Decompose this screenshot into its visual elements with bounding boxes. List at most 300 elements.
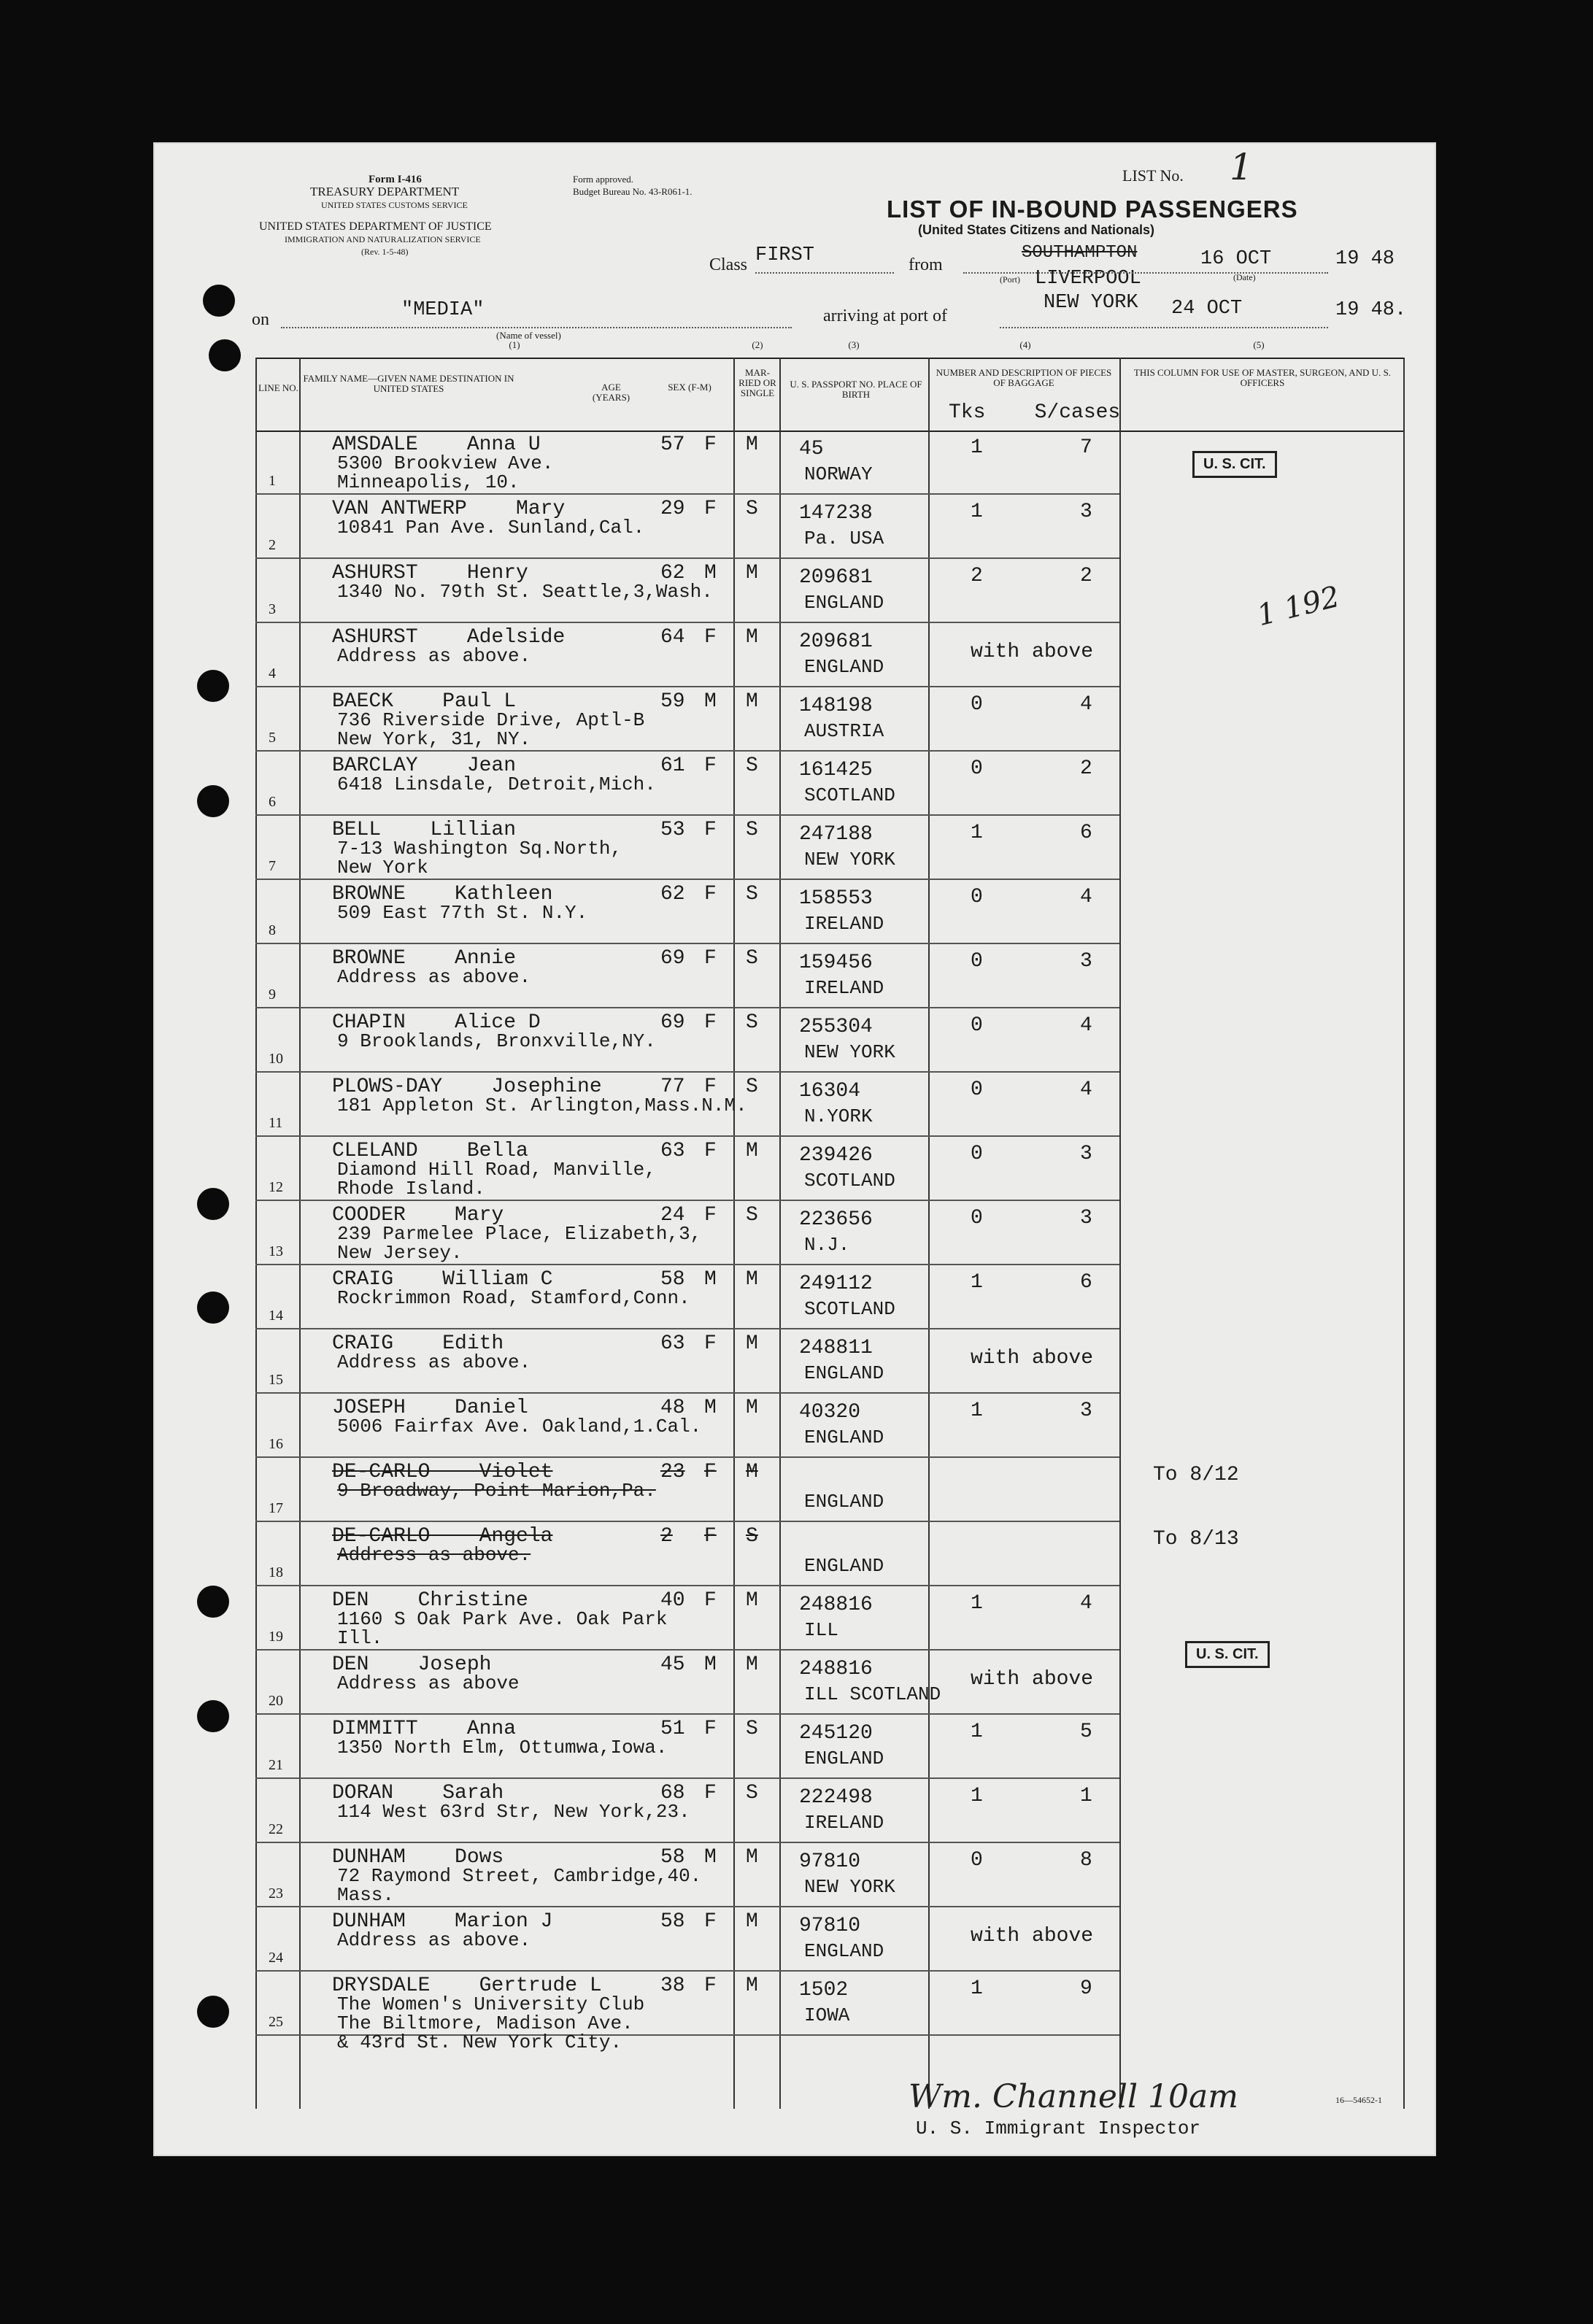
class-underline: [755, 272, 894, 274]
dept-justice: UNITED STATES DEPARTMENT OF JUSTICE: [259, 220, 492, 233]
passenger-age: 23: [660, 1461, 685, 1483]
marital-status: S: [746, 1718, 758, 1740]
col-head-baggage: NUMBER AND DESCRIPTION OF PIECES OF BAGGAGE: [936, 367, 1112, 388]
place-of-birth: ENGLAND: [804, 1427, 884, 1448]
inspector-title: U. S. Immigrant Inspector: [916, 2118, 1201, 2139]
marital-status: S: [746, 1011, 758, 1034]
passenger-address: 1160 S Oak Park Ave. Oak Park Ill.: [337, 1608, 668, 1649]
line-number: 8: [269, 922, 276, 938]
place-of-birth: N.YORK: [804, 1105, 873, 1127]
punch-hole: [203, 285, 235, 317]
inspector-signature: Wm. Channell 10am: [909, 2078, 1238, 2115]
passport-number: 209681: [799, 630, 873, 653]
us-citizen-stamp: U. S. CIT.: [1185, 1641, 1270, 1668]
passenger-address: Diamond Hill Road, Manville, Rhode Island.: [337, 1159, 656, 1200]
marital-status: M: [746, 1461, 758, 1483]
line-number: 3: [269, 601, 276, 617]
passport-number: 223656: [799, 1208, 873, 1231]
baggage-trunks: 1: [971, 1721, 983, 1743]
marital-status: M: [746, 690, 758, 713]
list-no-label: LIST No.: [1122, 166, 1184, 185]
line-number: 24: [269, 1950, 283, 1966]
passenger-age: 40: [660, 1589, 685, 1612]
passenger-age: 69: [660, 1011, 685, 1034]
passenger-age: 45: [660, 1653, 685, 1676]
passenger-age: 51: [660, 1718, 685, 1740]
passenger-address: Address as above.: [337, 1544, 531, 1566]
passenger-sex: F: [704, 433, 717, 456]
table-row: [255, 1201, 1405, 1265]
marital-status: S: [746, 819, 758, 841]
passenger-sex: F: [704, 754, 717, 777]
place-of-birth: ENGLAND: [804, 1940, 884, 1962]
marital-status: S: [746, 1076, 758, 1098]
passenger-age: 77: [660, 1076, 685, 1098]
marital-status: S: [746, 498, 758, 520]
passenger-sex: F: [704, 626, 717, 649]
passenger-age: 29: [660, 498, 685, 520]
punch-hole: [197, 1188, 229, 1220]
place-of-birth: SCOTLAND: [804, 1298, 895, 1320]
baggage-cases: 5: [1080, 1721, 1092, 1743]
table-row: [255, 1843, 1405, 1907]
baggage-cases: 3: [1080, 950, 1092, 973]
col-number: (3): [848, 339, 860, 350]
place-of-birth: ENGLAND: [804, 1491, 884, 1513]
class-label: Class: [709, 255, 748, 274]
table-row: [255, 623, 1405, 687]
passenger-name: DUNHAM Dows: [332, 1846, 504, 1869]
baggage-trunks: 0: [971, 1143, 983, 1165]
form-number: Form I-416: [369, 174, 422, 185]
table-row: [255, 495, 1405, 559]
budget-bureau: Budget Bureau No. 43-R061-1.: [573, 186, 693, 197]
baggage-trunks: 1: [971, 1785, 983, 1807]
line-number: 6: [269, 794, 276, 810]
marital-status: M: [746, 1910, 758, 1933]
table-row: [255, 1265, 1405, 1329]
passenger-sex: M: [704, 1397, 717, 1419]
passenger-age: 53: [660, 819, 685, 841]
passenger-name: CHAPIN Alice D: [332, 1011, 541, 1034]
marital-status: M: [746, 562, 758, 584]
passenger-address: Address as above.: [337, 966, 531, 988]
marital-status: M: [746, 626, 758, 649]
marital-status: M: [746, 1140, 758, 1162]
port-label: (Port): [1000, 274, 1020, 285]
page-subtitle: (United States Citizens and Nationals): [918, 223, 1155, 237]
table-top-rule: [255, 358, 1405, 359]
baggage-trunks: 0: [971, 1849, 983, 1872]
marital-status: M: [746, 1589, 758, 1612]
passenger-sex: M: [704, 1268, 717, 1291]
baggage-subhead: Tks S/cases: [949, 401, 1121, 424]
table-row: [255, 1972, 1405, 2053]
passport-number: 147238: [799, 502, 873, 525]
passenger-age: 38: [660, 1974, 685, 1997]
line-number: 25: [269, 2014, 283, 2030]
col-number: (4): [1019, 339, 1031, 350]
table-row: [255, 816, 1405, 880]
marital-status: S: [746, 1525, 758, 1548]
departure-date: 16 OCT: [1200, 248, 1272, 270]
punch-hole: [197, 1292, 229, 1324]
col-number: (2): [752, 339, 763, 350]
passenger-sex: F: [704, 819, 717, 841]
dept-treasury: TREASURY DEPARTMENT: [310, 185, 460, 198]
place-of-birth: IRELAND: [804, 913, 884, 935]
punch-hole: [197, 1586, 229, 1618]
place-of-birth: SCOTLAND: [804, 784, 895, 806]
passenger-name: DUNHAM Marion J: [332, 1910, 553, 1933]
marital-status: M: [746, 433, 758, 456]
form-approved: Form approved.: [573, 174, 634, 185]
marital-status: M: [746, 1332, 758, 1355]
punch-hole: [197, 1700, 229, 1732]
from-label: from: [909, 255, 943, 274]
baggage-with-above: with above: [971, 641, 1094, 663]
place-of-birth: SCOTLAND: [804, 1170, 895, 1192]
passenger-sex: F: [704, 883, 717, 906]
place-of-birth: NORWAY: [804, 463, 873, 485]
baggage-trunks: 1: [971, 1400, 983, 1422]
col-head-married: MAR-RIED OR SINGLE: [738, 367, 776, 398]
passenger-address: The Women's University Club The Biltmore, Madison Ave. & 43rd St. New York City.: [337, 1993, 645, 2053]
place-of-birth: ENGLAND: [804, 1748, 884, 1769]
place-of-birth: ENGLAND: [804, 656, 884, 678]
passenger-name: DE-CARLO Angela: [332, 1525, 553, 1548]
passenger-sex: M: [704, 562, 717, 584]
passenger-name: BELL Lillian: [332, 819, 517, 841]
print-code: 16—54652-1: [1335, 2095, 1382, 2105]
baggage-with-above: with above: [971, 1925, 1094, 1947]
passport-number: 255304: [799, 1016, 873, 1038]
baggage-trunks: 0: [971, 757, 983, 780]
baggage-cases: 3: [1080, 1143, 1092, 1165]
table-row: [255, 1073, 1405, 1137]
arrival-year: 19 48.: [1335, 299, 1407, 321]
passenger-address: Address as above: [337, 1672, 520, 1694]
col-head-line: LINE NO.: [258, 382, 298, 393]
line-number: 1: [269, 473, 276, 489]
line-number: 4: [269, 665, 276, 682]
passenger-address: 509 East 77th St. N.Y.: [337, 902, 588, 924]
passenger-age: 68: [660, 1782, 685, 1804]
col-number: (5): [1253, 339, 1265, 350]
vessel-name: "MEDIA": [401, 299, 485, 321]
officer-note: To 8/13: [1153, 1528, 1239, 1551]
place-of-birth: IOWA: [804, 2004, 850, 2026]
from-struck: SOUTHAMPTON: [1022, 243, 1138, 263]
line-number: 19: [269, 1629, 283, 1645]
passenger-name: PLOWS-DAY Josephine: [332, 1076, 602, 1098]
passenger-sex: F: [704, 1589, 717, 1612]
line-number: 2: [269, 537, 276, 553]
passenger-sex: F: [704, 947, 717, 970]
table-row: [255, 1008, 1405, 1073]
place-of-birth: ILL: [804, 1619, 838, 1641]
officer-note: To 8/12: [1153, 1464, 1239, 1486]
passenger-age: 61: [660, 754, 685, 777]
place-of-birth: NEW YORK: [804, 1041, 895, 1063]
baggage-trunks: 2: [971, 565, 983, 587]
passenger-age: 62: [660, 883, 685, 906]
passport-number: 248816: [799, 1658, 873, 1680]
punch-hole: [197, 1996, 229, 2028]
passenger-name: AMSDALE Anna U: [332, 433, 541, 456]
line-number: 7: [269, 858, 276, 874]
line-number: 11: [269, 1115, 283, 1131]
from-port: LIVERPOOL: [1035, 268, 1141, 290]
passenger-name: VAN ANTWERP Mary: [332, 498, 566, 520]
baggage-cases: 4: [1080, 693, 1092, 716]
baggage-trunks: 0: [971, 1078, 983, 1101]
passenger-age: 58: [660, 1910, 685, 1933]
passenger-name: COODER Mary: [332, 1204, 504, 1227]
line-number: 18: [269, 1564, 283, 1580]
table-row: [255, 1715, 1405, 1779]
passenger-name: JOSEPH Daniel: [332, 1397, 528, 1419]
passport-number: 209681: [799, 566, 873, 589]
passenger-sex: F: [704, 1011, 717, 1034]
baggage-trunks: 1: [971, 436, 983, 459]
baggage-cases: 1: [1080, 1785, 1092, 1807]
passenger-name: DORAN Sarah: [332, 1782, 504, 1804]
marital-status: M: [746, 1397, 758, 1419]
baggage-cases: 6: [1080, 1271, 1092, 1294]
passenger-name: ASHURST Henry: [332, 562, 528, 584]
baggage-cases: 2: [1080, 565, 1092, 587]
passenger-address: 181 Appleton St. Arlington,Mass.N.M.: [337, 1095, 747, 1116]
passenger-address: 5006 Fairfax Ave. Oakland,1.Cal.: [337, 1416, 702, 1437]
place-of-birth: IRELAND: [804, 1812, 884, 1834]
passport-number: 40320: [799, 1401, 861, 1424]
passenger-name: DIMMITT Anna: [332, 1718, 517, 1740]
baggage-trunks: 1: [971, 822, 983, 844]
baggage-trunks: 1: [971, 501, 983, 523]
passport-number: 148198: [799, 695, 873, 717]
passenger-age: 69: [660, 947, 685, 970]
baggage-trunks: 1: [971, 1977, 983, 2000]
class-value: FIRST: [755, 244, 815, 266]
passport-number: 248811: [799, 1337, 873, 1359]
line-number: 13: [269, 1243, 283, 1259]
passenger-address: 114 West 63rd Str, New York,23.: [337, 1801, 690, 1823]
passenger-name: BROWNE Kathleen: [332, 883, 553, 906]
passenger-table: [255, 339, 1405, 2109]
date-label: (Date): [1233, 272, 1256, 282]
baggage-cases: 3: [1080, 1207, 1092, 1229]
place-of-birth: NEW YORK: [804, 849, 895, 870]
passenger-address: 6418 Linsdale, Detroit,Mich.: [337, 773, 656, 795]
marital-status: S: [746, 754, 758, 777]
passenger-address: 736 Riverside Drive, Aptl-B New York, 31, NY.: [337, 709, 645, 750]
passenger-address: Rockrimmon Road, Stamford,Conn.: [337, 1287, 690, 1309]
passenger-sex: F: [704, 1525, 717, 1548]
place-of-birth: ENGLAND: [804, 592, 884, 614]
passenger-age: 58: [660, 1268, 685, 1291]
col-head-passport: U. S. PASSPORT NO. PLACE OF BIRTH: [790, 379, 922, 400]
dept-treasury-sub: UNITED STATES CUSTOMS SERVICE: [321, 200, 468, 210]
arrival-port: NEW YORK: [1044, 292, 1138, 314]
col-head-sex: SEX (F-M): [668, 382, 711, 393]
baggage-with-above: with above: [971, 1668, 1094, 1691]
place-of-birth: ENGLAND: [804, 1555, 884, 1577]
line-number: 22: [269, 1821, 283, 1837]
passenger-address: Address as above.: [337, 1351, 531, 1373]
passport-number: 247188: [799, 823, 873, 846]
passenger-sex: F: [704, 498, 717, 520]
place-of-birth: N.J.: [804, 1234, 850, 1256]
line-number: 12: [269, 1179, 283, 1195]
passenger-sex: F: [704, 1718, 717, 1740]
marital-status: S: [746, 1204, 758, 1227]
passenger-address: 1350 North Elm, Ottumwa,Iowa.: [337, 1737, 668, 1759]
passenger-address: Address as above.: [337, 645, 531, 667]
baggage-cases: 2: [1080, 757, 1092, 780]
passenger-name: DE-CARLO Violet: [332, 1461, 553, 1483]
baggage-cases: 4: [1080, 1014, 1092, 1037]
passenger-age: 63: [660, 1140, 685, 1162]
passenger-address: 10841 Pan Ave. Sunland,Cal.: [337, 517, 645, 538]
baggage-cases: 4: [1080, 886, 1092, 908]
passport-number: 45: [799, 438, 824, 460]
passenger-name: DEN Christine: [332, 1589, 528, 1612]
passenger-name: ASHURST Adelside: [332, 626, 566, 649]
baggage-with-above: with above: [971, 1347, 1094, 1370]
passenger-address: 239 Parmelee Place, Elizabeth,3, New Jersey.: [337, 1223, 702, 1264]
passenger-sex: F: [704, 1332, 717, 1355]
line-number: 16: [269, 1436, 283, 1452]
line-number: 20: [269, 1693, 283, 1709]
passport-number: 248816: [799, 1594, 873, 1616]
place-of-birth: ILL SCOTLAND: [804, 1683, 941, 1705]
baggage-cases: 4: [1080, 1078, 1092, 1101]
line-number: 10: [269, 1051, 283, 1067]
table-row: [255, 559, 1405, 623]
passenger-age: 59: [660, 690, 685, 713]
passport-number: 97810: [799, 1915, 861, 1937]
table-row: [255, 1522, 1405, 1586]
marital-status: M: [746, 1846, 758, 1869]
place-of-birth: ENGLAND: [804, 1362, 884, 1384]
passenger-sex: F: [704, 1910, 717, 1933]
table-row: [255, 687, 1405, 752]
arrival-underline: [1000, 327, 1328, 328]
passenger-address: 1340 No. 79th St. Seattle,3,Wash.: [337, 581, 713, 603]
passenger-address: 9 Broadway, Point Marion,Pa.: [337, 1480, 656, 1502]
baggage-trunks: 0: [971, 693, 983, 716]
line-number: 5: [269, 730, 276, 746]
baggage-trunks: 0: [971, 1014, 983, 1037]
col-head-name: FAMILY NAME—GIVEN NAME DESTINATION IN UNITED STATES: [303, 373, 514, 394]
passport-number: 159456: [799, 951, 873, 974]
line-number: 17: [269, 1500, 283, 1516]
baggage-trunks: 1: [971, 1592, 983, 1615]
table-row: [255, 1907, 1405, 1972]
passenger-name: DEN Joseph: [332, 1653, 492, 1676]
passenger-sex: F: [704, 1140, 717, 1162]
baggage-cases: 4: [1080, 1592, 1092, 1615]
punch-hole: [197, 670, 229, 702]
baggage-trunks: 0: [971, 950, 983, 973]
on-label: on: [252, 310, 269, 329]
passenger-sex: F: [704, 1782, 717, 1804]
form-revision: (Rev. 1-5-48): [361, 247, 409, 257]
col-head-age: AGE (YEARS): [592, 382, 630, 403]
passport-number: 222498: [799, 1786, 873, 1809]
place-of-birth: Pa. USA: [804, 528, 884, 549]
arrival-date: 24 OCT: [1171, 298, 1243, 320]
passenger-name: BARCLAY Jean: [332, 754, 517, 777]
marital-status: S: [746, 947, 758, 970]
passenger-name: CRAIG Edith: [332, 1332, 504, 1355]
passport-number: 158553: [799, 887, 873, 910]
list-no-value: 1: [1230, 146, 1253, 188]
passenger-address: 72 Raymond Street, Cambridge,40. Mass.: [337, 1865, 702, 1906]
place-of-birth: NEW YORK: [804, 1876, 895, 1898]
passenger-age: 64: [660, 626, 685, 649]
passenger-address: 9 Brooklands, Bronxville,NY.: [337, 1030, 656, 1052]
table-row: [255, 1137, 1405, 1201]
baggage-cases: 8: [1080, 1849, 1092, 1872]
passenger-age: 24: [660, 1204, 685, 1227]
baggage-cases: 7: [1080, 436, 1092, 459]
table-row: [255, 1779, 1405, 1843]
vessel-underline: [281, 327, 792, 328]
baggage-cases: 3: [1080, 501, 1092, 523]
baggage-cases: 9: [1080, 1977, 1092, 2000]
passenger-sex: F: [704, 1461, 717, 1483]
passport-number: 245120: [799, 1722, 873, 1745]
passport-number: 161425: [799, 759, 873, 781]
passenger-sex: M: [704, 690, 717, 713]
baggage-cases: 3: [1080, 1400, 1092, 1422]
marital-status: S: [746, 883, 758, 906]
departure-year: 19 48: [1335, 248, 1395, 270]
dept-justice-sub: IMMIGRATION AND NATURALIZATION SERVICE: [285, 234, 481, 244]
table-row: [255, 1458, 1405, 1522]
baggage-trunks: 0: [971, 1207, 983, 1229]
table-row: [255, 1394, 1405, 1458]
col-head-officers: THIS COLUMN FOR USE OF MASTER, SURGEON, AND U. S. OFFICERS: [1133, 367, 1392, 388]
passenger-sex: F: [704, 1204, 717, 1227]
marital-status: M: [746, 1268, 758, 1291]
passport-number: 249112: [799, 1273, 873, 1295]
marital-status: S: [746, 1782, 758, 1804]
passenger-sex: M: [704, 1653, 717, 1676]
passenger-age: 2: [660, 1525, 673, 1548]
line-number: 15: [269, 1372, 283, 1388]
passport-number: 239426: [799, 1144, 873, 1167]
marital-status: M: [746, 1653, 758, 1676]
place-of-birth: AUSTRIA: [804, 720, 884, 742]
line-number: 9: [269, 987, 276, 1003]
baggage-trunks: 1: [971, 1271, 983, 1294]
us-citizen-stamp: U. S. CIT.: [1192, 451, 1277, 478]
marital-status: M: [746, 1974, 758, 1997]
arriving-label: arriving at port of: [823, 306, 947, 325]
margin-annotation: 1 192: [1254, 579, 1343, 633]
passenger-sex: M: [704, 1846, 717, 1869]
passenger-age: 62: [660, 562, 685, 584]
line-number: 23: [269, 1885, 283, 1902]
passenger-age: 58: [660, 1846, 685, 1869]
passenger-address: Address as above.: [337, 1929, 531, 1951]
baggage-cases: 6: [1080, 822, 1092, 844]
from-underline: [963, 272, 1328, 274]
table-row: [255, 880, 1405, 944]
